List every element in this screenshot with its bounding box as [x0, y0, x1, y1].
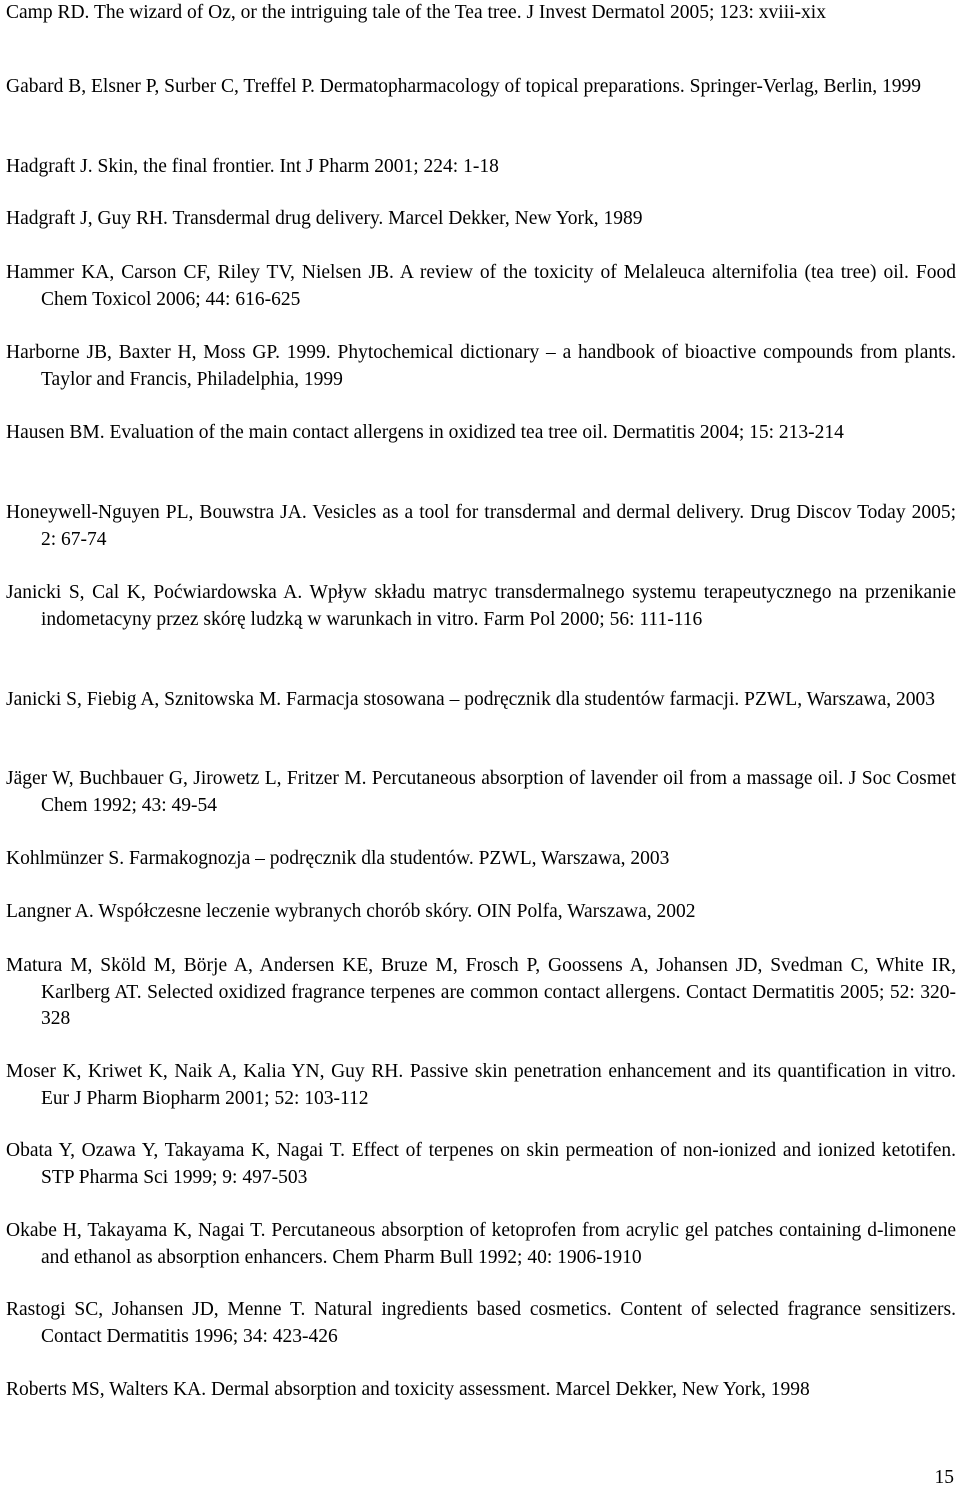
- reference-gabard-1999: Gabard B, Elsner P, Surber C, Treffel P. Dermatopharmacology of topical preparations. Springer-Verlag, Berlin, 1999: [6, 76, 922, 97]
- reference-rastogi-1996: Rastogi SC, Johansen JD, Menne T. Natural ingredients based cosmetics. Content of selected fragrance sensitizers. Contact Dermatitis 1996; 34: 423-426: [6, 1299, 956, 1347]
- reference-matura-2005: Matura M, Sköld M, Börje A, Andersen KE, Bruze M, Frosch P, Goossens A, Johansen JD, Svedman C, White IR, Karlberg AT. Selected oxidized fragrance terpenes are common contact allergens. Contact Dermatitis 2005; 52: 320-328: [6, 955, 956, 1029]
- reference-janicki-2003: Janicki S, Fiebig A, Sznitowska M. Farmacja stosowana – podręcznik dla studentów farmacji. PZWL, Warszawa, 2003: [6, 689, 935, 710]
- reference-langner-2002: Langner A. Współczesne leczenie wybranych chorób skóry. OIN Polfa, Warszawa, 2002: [6, 901, 696, 922]
- reference-hammer-2006: Hammer KA, Carson CF, Riley TV, Nielsen JB. A review of the toxicity of Melaleuca alternifolia (tea tree) oil. Food Chem Toxicol 2006; 44: 616-625: [6, 262, 956, 310]
- reference-camp-2005: Camp RD. The wizard of Oz, or the intriguing tale of the Tea tree. J Invest Dermatol 2005; 123: xviii-xix: [6, 2, 826, 23]
- page-number: 15: [934, 1467, 954, 1488]
- reference-hadgraft-2001: Hadgraft J. Skin, the final frontier. Int J Pharm 2001; 224: 1-18: [6, 156, 499, 177]
- reference-janicki-2000: Janicki S, Cal K, Poćwiardowska A. Wpływ składu matryc transdermalnego systemu terapeutycznego na przenikanie indometacyny przez skórę ludzką w warunkach in vitro. Farm Pol 2000; 56: 111-116: [6, 582, 956, 630]
- reference-okabe-1992: Okabe H, Takayama K, Nagai T. Percutaneous absorption of ketoprofen from acrylic gel patches containing d-limonene and ethanol as absorption enhancers. Chem Pharm Bull 1992; 40: 1906-1910: [6, 1220, 956, 1268]
- reference-roberts-1998: Roberts MS, Walters KA. Dermal absorption and toxicity assessment. Marcel Dekker, New York, 1998: [6, 1379, 810, 1400]
- reference-honeywell-nguyen-2005: Honeywell-Nguyen PL, Bouwstra JA. Vesicles as a tool for transdermal and dermal delivery. Drug Discov Today 2005; 2: 67-74: [6, 502, 956, 550]
- reference-harborne-1999: Harborne JB, Baxter H, Moss GP. 1999. Phytochemical dictionary – a handbook of bioactive compounds from plants. Taylor and Francis, Philadelphia, 1999: [6, 342, 956, 390]
- reference-obata-1999: Obata Y, Ozawa Y, Takayama K, Nagai T. Effect of terpenes on skin permeation of non-ionized and ionized ketotifen. STP Pharma Sci 1999; 9: 497-503: [6, 1140, 956, 1188]
- reference-hausen-2004: Hausen BM. Evaluation of the main contact allergens in oxidized tea tree oil. Dermatitis 2004; 15: 213-214: [6, 422, 844, 443]
- reference-hadgraft-guy-1989: Hadgraft J, Guy RH. Transdermal drug delivery. Marcel Dekker, New York, 1989: [6, 208, 643, 229]
- reference-jager-1992: Jäger W, Buchbauer G, Jirowetz L, Fritzer M. Percutaneous absorption of lavender oil from a massage oil. J Soc Cosmet Chem 1992; 43: 49-54: [6, 768, 956, 816]
- reference-moser-2001: Moser K, Kriwet K, Naik A, Kalia YN, Guy RH. Passive skin penetration enhancement and its quantification in vitro. Eur J Pharm Biopharm 2001; 52: 103-112: [6, 1061, 956, 1109]
- reference-kohlmunzer-2003: Kohlmünzer S. Farmakognozja – podręcznik dla studentów. PZWL, Warszawa, 2003: [6, 848, 670, 869]
